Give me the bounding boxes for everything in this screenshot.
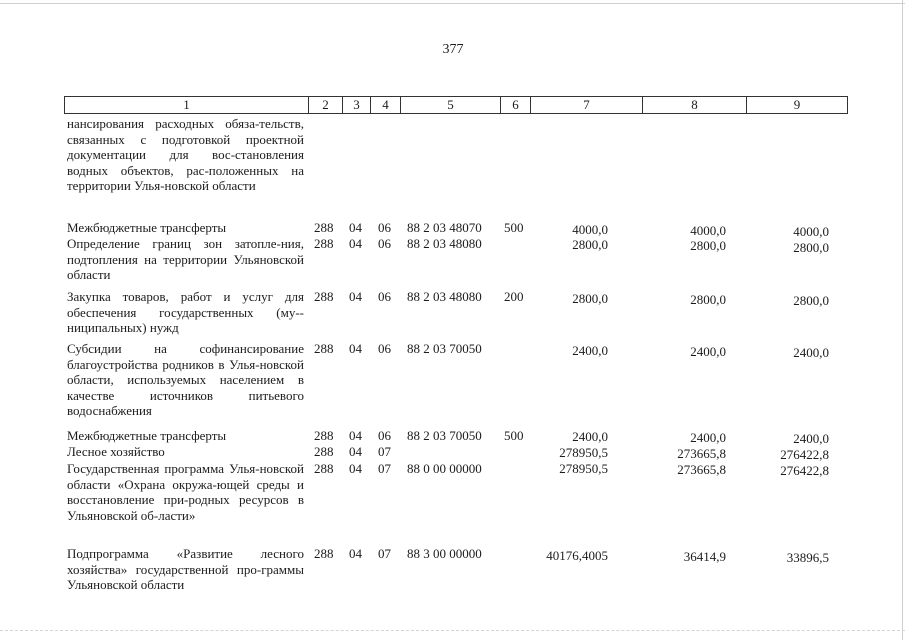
row-amount-col7: 40176,4005 bbox=[546, 548, 608, 563]
row-amount-col7: 2400,0 bbox=[572, 343, 608, 358]
row-amount-col7: 2400,0 bbox=[572, 429, 608, 444]
page-number: 377 bbox=[442, 42, 464, 57]
row-target-code: 88 2 03 48070 bbox=[407, 220, 482, 235]
row-subsection-code: 06 bbox=[378, 236, 391, 251]
row-amount-col7: 278950,5 bbox=[559, 445, 608, 460]
row-description: нансирования расходных обяза-тельств, связанных с подготовкой проектной документации для вос-становления водных объектов, рас-положенных на территории Улья-новской области bbox=[67, 116, 304, 194]
header-col-3: 3 bbox=[343, 97, 371, 113]
row-target-code: 88 3 00 00000 bbox=[407, 546, 482, 561]
row-amount-col8: 2800,0 bbox=[690, 292, 726, 307]
row-admin-code: 288 bbox=[314, 236, 334, 251]
row-admin-code: 288 bbox=[314, 461, 334, 476]
row-description: Определение границ зон затопле-ния, подтопления на территории Ульяновской области bbox=[67, 236, 304, 283]
row-amount-col7: 2800,0 bbox=[572, 237, 608, 252]
header-col-6: 6 bbox=[501, 97, 531, 113]
row-amount-col7: 2800,0 bbox=[572, 291, 608, 306]
row-amount-col8: 273665,8 bbox=[677, 446, 726, 461]
row-admin-code: 288 bbox=[314, 546, 334, 561]
row-amount-col7: 278950,5 bbox=[559, 461, 608, 476]
row-admin-code: 288 bbox=[314, 341, 334, 356]
table-header-row bbox=[64, 96, 848, 114]
row-section-code: 04 bbox=[349, 461, 362, 476]
row-amount-col9: 2400,0 bbox=[793, 345, 829, 360]
row-section-code: 04 bbox=[349, 236, 362, 251]
row-section-code: 04 bbox=[349, 289, 362, 304]
row-target-code: 88 2 03 48080 bbox=[407, 289, 482, 304]
row-amount-col9: 2800,0 bbox=[793, 240, 829, 255]
header-col-1: 1 bbox=[65, 97, 309, 113]
row-amount-col8: 4000,0 bbox=[690, 223, 726, 238]
row-section-code: 04 bbox=[349, 546, 362, 561]
row-admin-code: 288 bbox=[314, 428, 334, 443]
row-amount-col7: 4000,0 bbox=[572, 222, 608, 237]
page-edge-right bbox=[902, 0, 903, 640]
header-col-5: 5 bbox=[401, 97, 501, 113]
row-admin-code: 288 bbox=[314, 444, 334, 459]
row-admin-code: 288 bbox=[314, 289, 334, 304]
row-section-code: 04 bbox=[349, 341, 362, 356]
page-edge-bottom bbox=[0, 630, 905, 631]
row-subsection-code: 07 bbox=[378, 546, 391, 561]
header-col-9: 9 bbox=[793, 97, 801, 112]
row-amount-col8: 273665,8 bbox=[677, 462, 726, 477]
row-description: Закупка товаров, работ и услуг для обеспечения государственных (му-ниципальных) нужд bbox=[67, 289, 304, 336]
row-amount-col8: 2400,0 bbox=[690, 344, 726, 359]
row-amount-col9: 4000,0 bbox=[793, 224, 829, 239]
row-admin-code: 288 bbox=[314, 220, 334, 235]
row-expense-type: 200 bbox=[504, 289, 524, 304]
header-col-8: 8 bbox=[643, 97, 747, 113]
page-edge-top bbox=[0, 3, 905, 4]
row-description: Государственная программа Улья-новской области «Охрана окружа-ющей среды и восстановление при-родных ресурсов в Ульяновской об-ласти» bbox=[67, 461, 304, 523]
row-amount-col8: 2800,0 bbox=[690, 238, 726, 253]
row-amount-col8: 36414,9 bbox=[683, 549, 726, 564]
row-subsection-code: 07 bbox=[378, 461, 391, 476]
row-subsection-code: 06 bbox=[378, 289, 391, 304]
row-description: Межбюджетные трансферты bbox=[67, 428, 227, 443]
header-col-4: 4 bbox=[371, 97, 401, 113]
row-amount-col9: 33896,5 bbox=[786, 550, 829, 565]
header-col-7: 7 bbox=[531, 97, 643, 113]
row-target-code: 88 0 00 00000 bbox=[407, 461, 482, 476]
row-amount-col9: 2400,0 bbox=[793, 431, 829, 446]
row-subsection-code: 06 bbox=[378, 220, 391, 235]
header-col-2: 2 bbox=[309, 97, 343, 113]
row-section-code: 04 bbox=[349, 220, 362, 235]
row-amount-col9: 276422,8 bbox=[780, 447, 829, 462]
row-subsection-code: 07 bbox=[378, 444, 391, 459]
row-description: Лесное хозяйство bbox=[67, 444, 165, 459]
row-amount-col8: 2400,0 bbox=[690, 430, 726, 445]
row-section-code: 04 bbox=[349, 444, 362, 459]
row-description: Субсидии на софинансирование благоустройства родников в Улья-новской области, используемых населением в качестве источников питьевого водоснабжения bbox=[67, 341, 304, 419]
row-subsection-code: 06 bbox=[378, 428, 391, 443]
row-target-code: 88 2 03 48080 bbox=[407, 236, 482, 251]
row-expense-type: 500 bbox=[504, 428, 524, 443]
row-description: Подпрограмма «Развитие лесного хозяйства» государственной про-граммы Ульяновской области bbox=[67, 546, 304, 593]
row-amount-col9: 276422,8 bbox=[780, 463, 829, 478]
row-section-code: 04 bbox=[349, 428, 362, 443]
row-subsection-code: 06 bbox=[378, 341, 391, 356]
row-target-code: 88 2 03 70050 bbox=[407, 428, 482, 443]
row-amount-col9: 2800,0 bbox=[793, 293, 829, 308]
row-expense-type: 500 bbox=[504, 220, 524, 235]
row-description: Межбюджетные трансферты bbox=[67, 220, 227, 235]
row-target-code: 88 2 03 70050 bbox=[407, 341, 482, 356]
